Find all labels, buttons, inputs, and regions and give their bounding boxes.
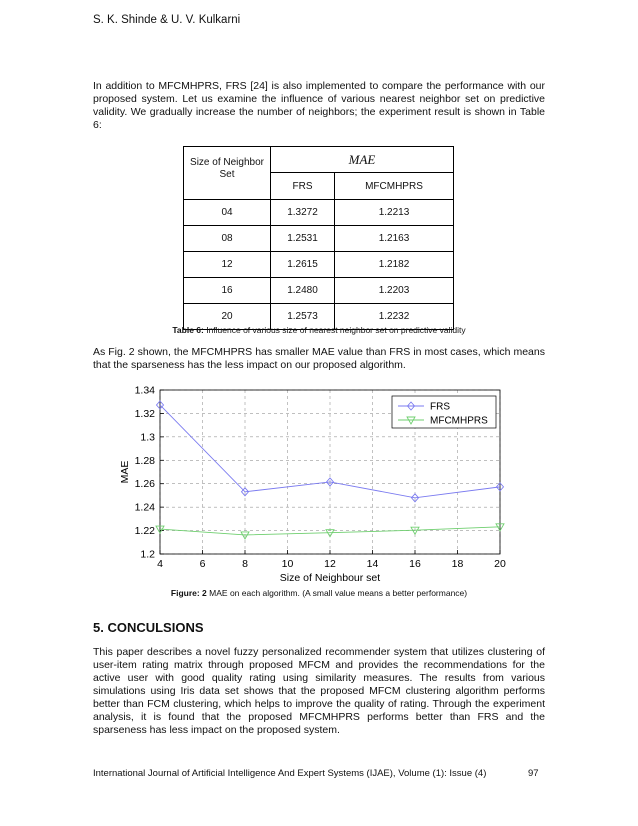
- y-tick-label: 1.34: [134, 384, 155, 397]
- table-cell: 1.3272: [271, 200, 335, 226]
- y-tick-label: 1.32: [134, 407, 155, 420]
- intro-paragraph: In addition to MFCMHPRS, FRS [24] is also implemented to compare the performance with our proposed system. Let us examine the influence of various nearest neighbor set on predictive validity. We gradually increase the number of neighbors; the experiment result is shown in Table 6:: [93, 80, 545, 131]
- y-tick-label: 1.28: [134, 454, 155, 467]
- figure-caption-label: Figure: 2: [170, 588, 207, 598]
- table-row: [184, 278, 454, 304]
- x-tick-label: 20: [494, 558, 506, 570]
- table-cell: 1.2232: [334, 304, 453, 330]
- y-tick-label: 1.26: [134, 478, 155, 491]
- table-cell: 1.2480: [271, 278, 335, 304]
- y-axis-label: MAE: [119, 460, 131, 484]
- figure-caption: [93, 588, 545, 598]
- table-cell: 1.2615: [271, 252, 335, 278]
- table-metric-header: MAE: [271, 147, 454, 173]
- table-subheader-mfcmhprs: MFCMHPRS: [334, 173, 453, 200]
- table-row: [184, 200, 454, 226]
- y-tick-label: 1.22: [134, 525, 155, 538]
- table-cell: 1.2182: [334, 252, 453, 278]
- x-tick-label: 12: [324, 558, 336, 570]
- table-caption: [93, 325, 545, 335]
- y-tick-label: 1.24: [134, 501, 155, 514]
- table-cell: 1.2203: [334, 278, 453, 304]
- x-tick-label: 6: [199, 558, 206, 570]
- footer-page-number: 97: [528, 768, 539, 779]
- table-col-header: Size of Neighbor Set: [184, 147, 271, 200]
- section-title: 5. CONCULSIONS: [93, 620, 204, 635]
- figure-caption-text: MAE on each algorithm. (A small value means a better performance): [206, 588, 468, 598]
- table-cell: 16: [184, 278, 271, 304]
- table-row: [184, 226, 454, 252]
- table-row: [184, 252, 454, 278]
- conclusion-paragraph: This paper describes a novel fuzzy personalized recommender system that utilizes clustering of user-item rating matrix through proposed MFCM and provides the recommendations for the active user with good quality rating using similarity measures. The results from various simulations using Iris data set shows that the proposed MFCM clustering algorithm performs better than FCM clustering, which helps to improve the quality of rating. Through the experiment analysis, it is found that the proposed MFCMHPRS performs better than FRS and the sparseness has less impact on the proposed system.: [93, 646, 545, 736]
- table-cell: 1.2531: [271, 226, 335, 252]
- footer-journal: International Journal of Artificial Intelligence And Expert Systems (IJAE), Volume (1): Issue (4): [93, 768, 487, 779]
- table-cell: 08: [184, 226, 271, 252]
- x-axis-label: Size of Neighbour set: [279, 572, 381, 584]
- table-subheader-frs: FRS: [271, 173, 335, 200]
- table-cell: 1.2573: [271, 304, 335, 330]
- x-tick-label: 18: [451, 558, 464, 570]
- running-header: S. K. Shinde & U. V. Kulkarni: [93, 14, 241, 26]
- table-cell: 12: [184, 252, 271, 278]
- table-cell: 1.2163: [334, 226, 453, 252]
- x-tick-label: 10: [281, 558, 294, 570]
- legend-label: FRS: [430, 401, 450, 413]
- legend-label: MFCMHPRS: [430, 415, 488, 427]
- y-tick-label: 1.3: [140, 431, 155, 444]
- x-tick-label: 4: [157, 558, 163, 570]
- table-6: [183, 146, 454, 330]
- table-cell: 20: [184, 304, 271, 330]
- x-tick-label: 16: [409, 558, 421, 570]
- x-tick-label: 14: [366, 558, 379, 570]
- table-cell: 04: [184, 200, 271, 226]
- table-cell: 1.2213: [334, 200, 453, 226]
- paragraph-fig2: As Fig. 2 shown, the MFCMHPRS has smaller MAE value than FRS in most cases, which means that the sparseness has the less impact on our proposed algorithm.: [93, 346, 545, 371]
- x-tick-label: 8: [242, 558, 248, 570]
- y-tick-label: 1.2: [140, 548, 155, 561]
- table-caption-label: Table 6:: [172, 325, 204, 335]
- table-caption-text: Influence of various size of nearest neighbor set on predictive validity: [203, 325, 466, 335]
- mae-line-chart: [100, 382, 520, 586]
